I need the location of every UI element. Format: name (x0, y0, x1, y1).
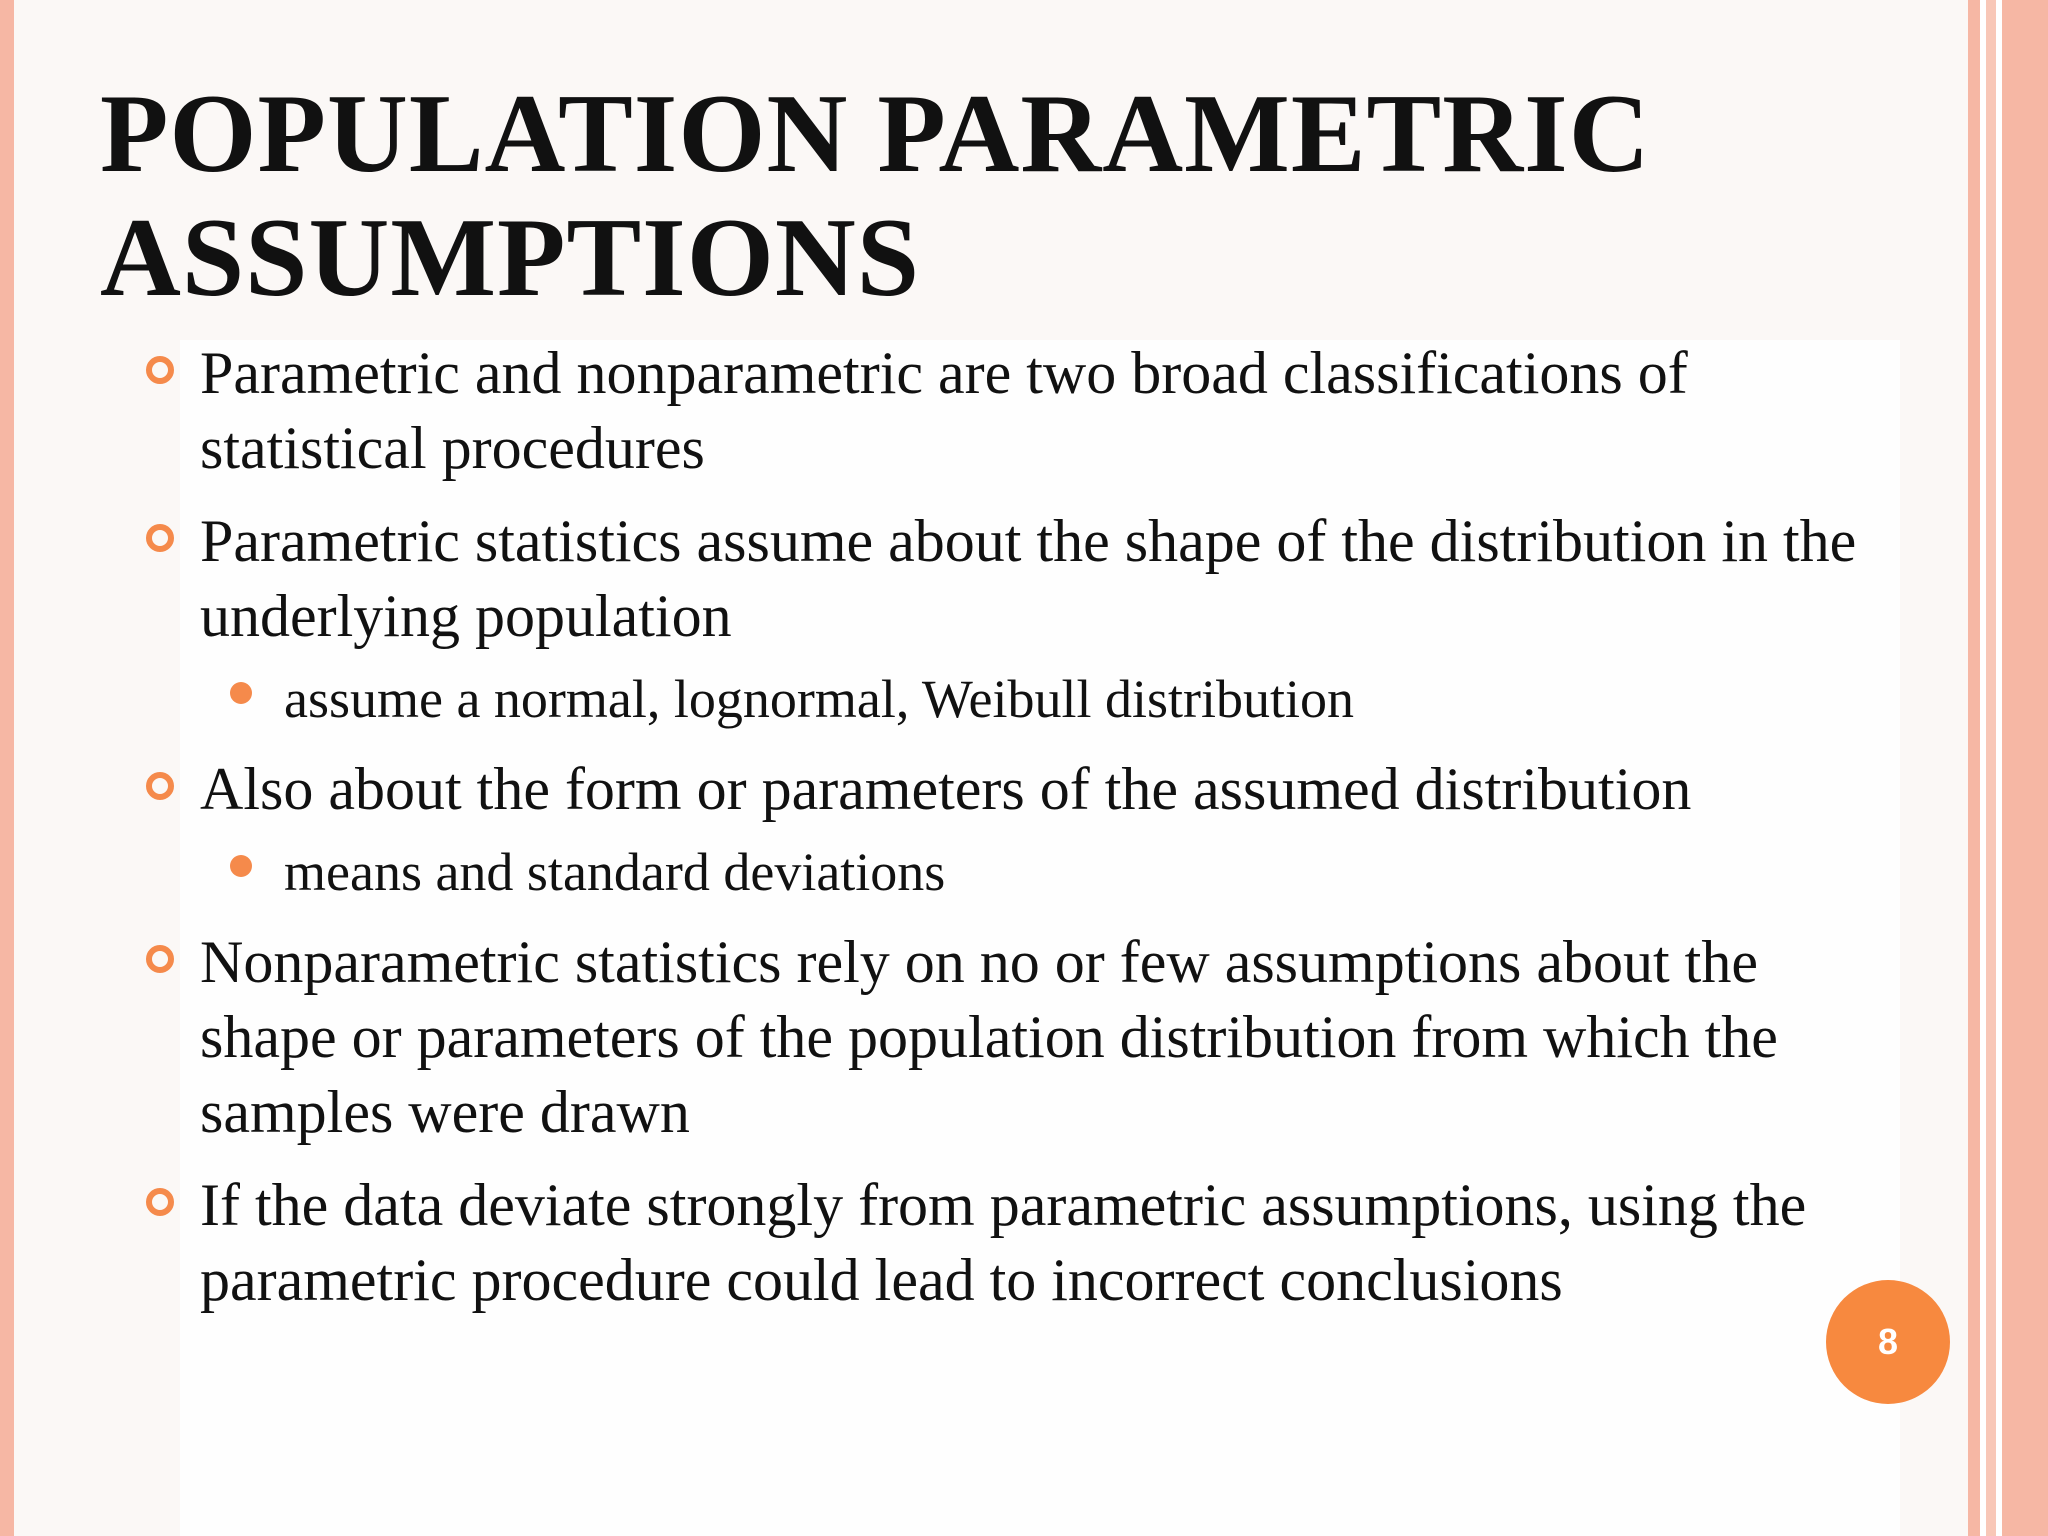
dot-bullet-icon (230, 855, 252, 877)
stripe (1968, 0, 1980, 1536)
sub-bullet-text: means and standard deviations (284, 842, 946, 902)
title-line-2: ASSUMPTIONS (100, 196, 921, 320)
dot-bullet-icon (230, 682, 252, 704)
page-number-badge: 8 (1826, 1280, 1950, 1404)
bullet-item (140, 336, 1900, 486)
ring-bullet-icon (146, 945, 174, 973)
stripe (1986, 0, 1996, 1536)
left-border-bar (0, 0, 14, 1536)
bullet-text: Parametric and nonparametric are two broad classifications of statistical procedures (200, 340, 1688, 481)
ring-bullet-icon (146, 356, 174, 384)
sub-bullet-item (140, 664, 1900, 734)
bullet-text: Nonparametric statistics rely on no or few assumptions about the shape or parameters of the population distribution from which the samples were drawn (200, 929, 1778, 1145)
bullet-item (140, 1168, 1900, 1318)
bullet-item (140, 504, 1900, 654)
title-line-1: POPULATION PARAMETRIC (100, 72, 1651, 196)
ring-bullet-icon (146, 524, 174, 552)
bullet-item (140, 925, 1900, 1150)
ring-bullet-icon (146, 772, 174, 800)
bullet-text: If the data deviate strongly from parametric assumptions, using the parametric procedure could lead to incorrect conclusions (200, 1172, 1807, 1313)
sub-bullet-item (140, 837, 1900, 907)
right-decorative-stripes (1968, 0, 2048, 1536)
slide-title (100, 72, 1900, 320)
stripe (2002, 0, 2048, 1536)
bullet-text: Also about the form or parameters of the assumed distribution (200, 756, 1692, 822)
bullet-item (140, 752, 1900, 827)
sub-bullet-text: assume a normal, lognormal, Weibull distribution (284, 669, 1355, 729)
bullet-text: Parametric statistics assume about the shape of the distribution in the underlying population (200, 508, 1857, 649)
ring-bullet-icon (146, 1188, 174, 1216)
bullet-list (140, 336, 1900, 1318)
